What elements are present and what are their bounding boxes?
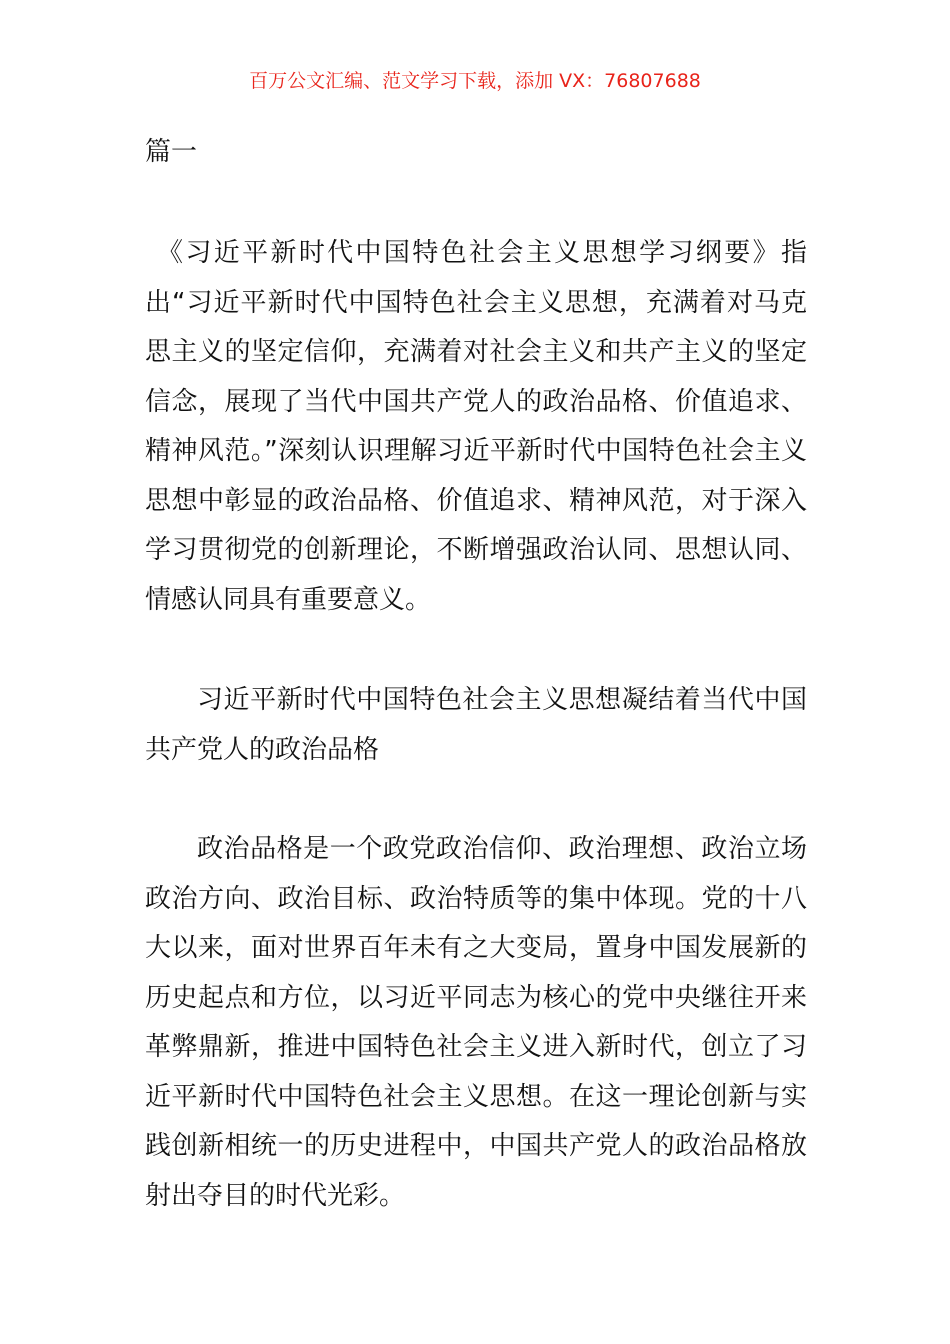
watermark-header: 百万公文汇编、范文学习下载，添加 VX：76807688 [249, 70, 701, 92]
paragraph-political-character: 政治品格是一个政党政治信仰、政治理想、政治立场政治方向、政治目标、政治特质等的集中体现。党的十八大以来，面对世界百年未有之大变局，置身中国发展新的历史起点和方位，以习近平同志为核心的党中央继往开来革弊鼎新，推进中国特色社会主义进入新时代，创立了习近平新时代中国特色社会主义思想。在这一理论创新与实践创新相统一的历史进程中，中国共产党人的政治品格放射出夺目的时代光彩。 [145, 834, 807, 1211]
section-title: 篇一 [145, 137, 198, 167]
paragraph-intro: 《习近平新时代中国特色社会主义思想学习纲要》指出“习近平新时代中国特色社会主义思想，充满着对马克思主义的坚定信仰，充满着对社会主义和共产主义的坚定信念，展现了当代中国共产党人的政治品格、价值追求、精神风范。”深刻认识理解习近平新时代中国特色社会主义思想中彰显的政治品格、价值追求、精神风范，对于深入学习贯彻党的创新理论，不断增强政治认同、思想认同、情感认同具有重要意义。 [145, 238, 807, 615]
paragraph-subheading: 习近平新时代中国特色社会主义思想凝结着当代中国共产党人的政治品格 [145, 685, 807, 765]
